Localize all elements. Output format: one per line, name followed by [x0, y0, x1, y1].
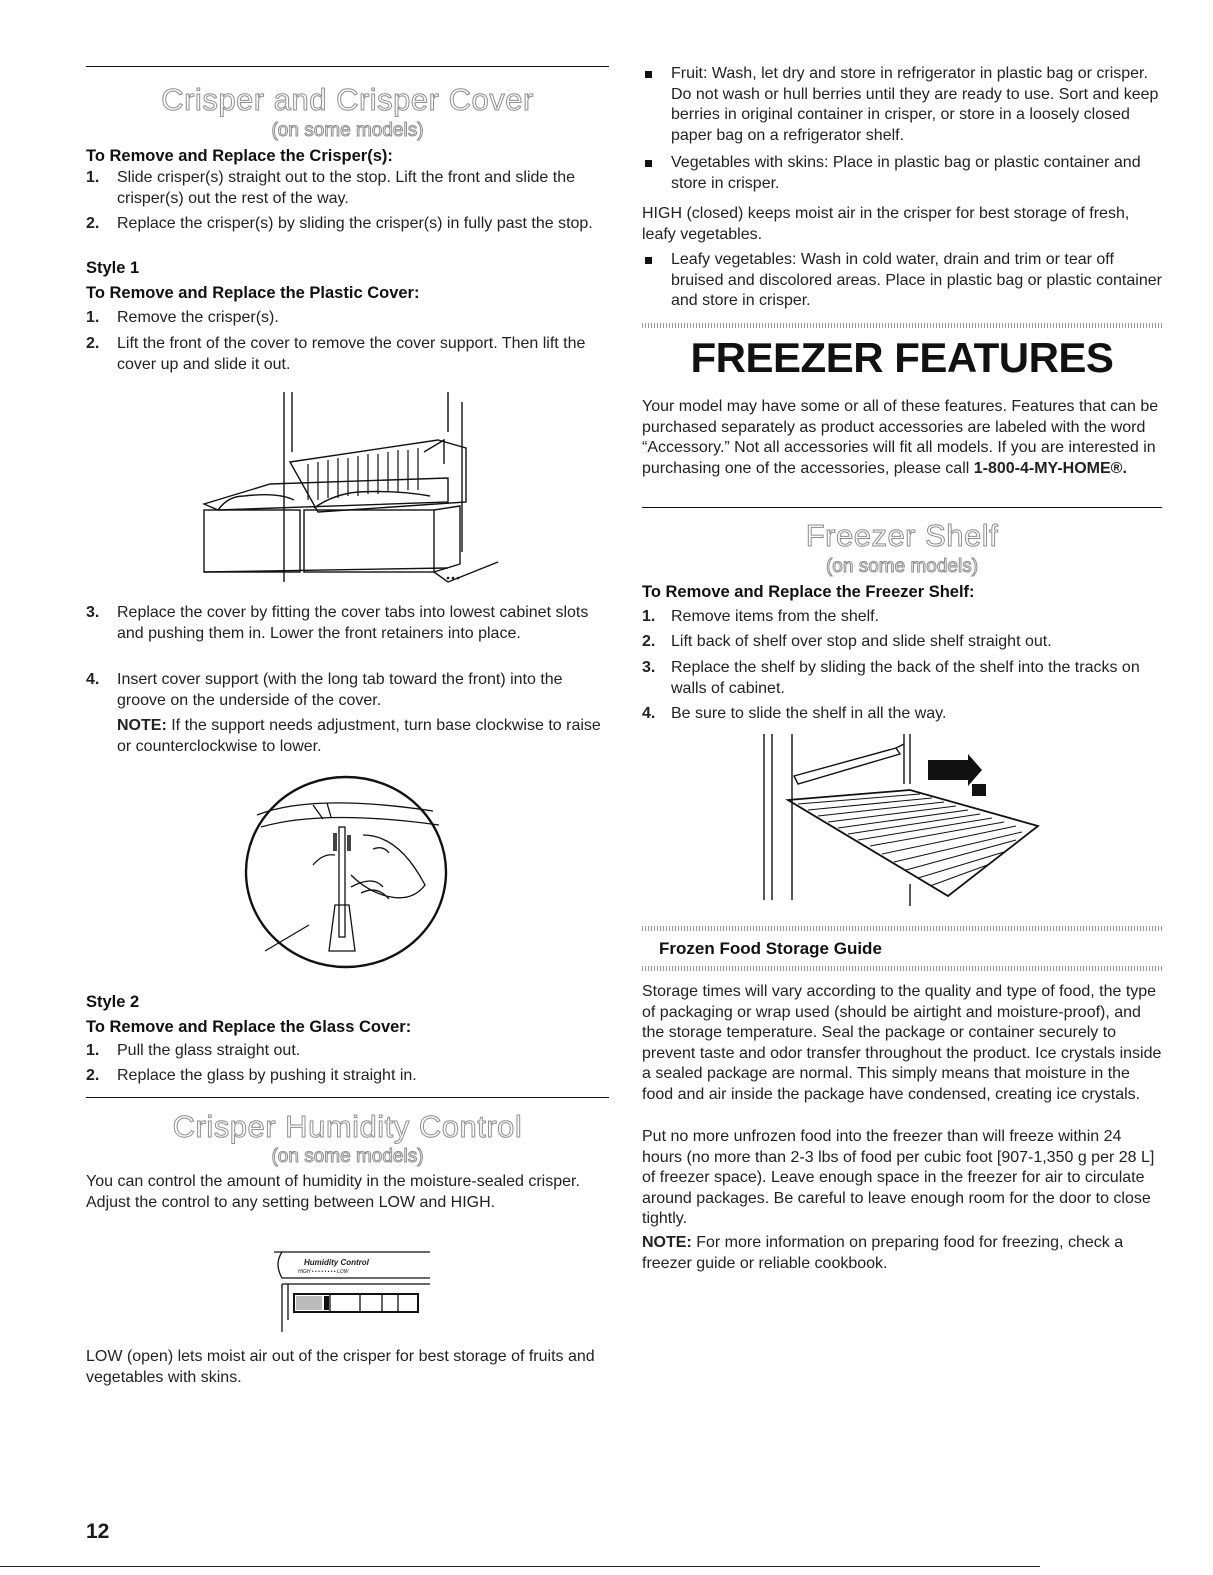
list-item: 3. Replace the shelf by sliding the back of the shelf into the tracks on walls of cabinet. [642, 659, 1140, 697]
leafy-vegetables-tip: Leafy vegetables: Wash in cold water, drain and trim or tear off bruised and discolored areas. Place in plastic bag or plastic container and store in crisper. [671, 251, 1162, 309]
crisper-section-subtitle: (on some models) [271, 120, 424, 141]
section-divider [86, 1097, 609, 1098]
page-number: 12 [86, 1520, 110, 1543]
bullet [645, 71, 652, 78]
list-item: 2. Lift back of shelf over stop and slide shelf straight out. [642, 633, 1052, 650]
bullet [645, 257, 652, 264]
freezer-shelf-subtitle: (on some models) [825, 556, 979, 577]
freezer-features-title: FREEZER FEATURES [690, 334, 1114, 381]
high-setting-text: HIGH (closed) keeps moist air in the crisper for best storage of fresh, leafy vegetables. [642, 205, 1130, 243]
fruit-tip: Fruit: Wash, let dry and store in refrigerator in plastic bag or crisper. Do not wash or hull berries until they are ready to use. Sort and keep berries in original container in crisper, or store in a loosely closed paper bag on a refrigerator shelf. [671, 65, 1159, 144]
section-divider [642, 926, 1162, 931]
list-item: 1. Remove items from the shelf. [642, 608, 880, 625]
frozen-food-guide-paragraph: Storage times will vary according to the quality and type of food, the type of packaging or wrap used (should be airtight and moisture-proof), and the storage temperature. Seal the package or container securely to prevent taste and odor transfer throughout the product. Ice crystals inside a sealed package are normal. This simply means that moisture in the food and air inside the package have condensed, creating ice crystals. [642, 983, 1162, 1103]
cover-support-illustration [243, 775, 455, 973]
section-divider [86, 66, 609, 67]
section-divider [642, 323, 1162, 328]
section-divider [642, 507, 1162, 508]
freezer-shelf-heading: To Remove and Replace the Freezer Shelf: [642, 583, 975, 601]
crisper-section-title: Crisper and Crisper Cover [161, 82, 534, 117]
freezer-shelf-illustration [760, 734, 1042, 906]
list-item: 1. Slide crisper(s) straight out to the stop. Lift the front and slide the crisper(s) out the rest of the way. [86, 169, 576, 207]
list-item: 2. Lift the front of the cover to remove the cover support. Then lift the cover up and slide it out. [86, 335, 586, 373]
humidity-intro: You can control the amount of humidity in the moisture-sealed crisper. Adjust the control to any setting between LOW and HIGH. [86, 1173, 580, 1211]
list-item: 4. Insert cover support (with the long tab toward the front) into the groove on the underside of the cover. [86, 671, 563, 709]
plastic-cover-heading: To Remove and Replace the Plastic Cover: [86, 284, 420, 302]
vegetables-with-skins-tip: Vegetables with skins: Place in plastic bag or plastic container and store in crisper. [671, 154, 1141, 192]
style-1-label: Style 1 [86, 259, 140, 277]
humidity-control-panel [270, 1250, 430, 1332]
list-item: 1. Remove the crisper(s). [86, 309, 279, 326]
humidity-panel-scale: HIGH • • • • • • • • LOW [298, 1269, 349, 1275]
list-item: 2. Replace the glass by pushing it straight in. [86, 1067, 417, 1084]
page-bottom-edge [0, 1566, 1040, 1567]
humidity-section-subtitle: (on some models) [271, 1146, 424, 1167]
glass-cover-heading: To Remove and Replace the Glass Cover: [86, 1018, 412, 1036]
humidity-section-title: Crisper Humidity Control [172, 1109, 523, 1144]
low-setting-text: LOW (open) lets moist air out of the crisper for best storage of fruits and vegetables with skins. [86, 1348, 595, 1386]
frozen-food-guide-paragraph: Put no more unfrozen food into the freezer than will freeze within 24 hours (no more than 2-3 lbs of food per cubic foot [907-1,350 g per 28 L] of freezer space). Leave enough space in the freezer for air to circulate around packages. Be careful to leave enough room for the door to close tightly. [642, 1128, 1155, 1227]
section-divider [642, 966, 1162, 971]
cover-support-note: NOTE: If the support needs adjustment, turn base clockwise to raise or counterclockwise to lower. [117, 717, 601, 755]
bullet [645, 160, 652, 167]
list-item: 2. Replace the crisper(s) by sliding the crisper(s) in fully past the stop. [86, 215, 593, 232]
frozen-food-guide-heading: Frozen Food Storage Guide [659, 939, 882, 958]
style-2-label: Style 2 [86, 993, 140, 1011]
list-item: 4. Be sure to slide the shelf in all the way. [642, 705, 947, 722]
frozen-food-guide-note: NOTE: For more information on preparing food for freezing, check a freezer guide or reliable cookbook. [642, 1234, 1124, 1272]
freezer-intro: Your model may have some or all of these features. Features that can be purchased separately as product accessories are labeled with the word “Accessory.” Not all accessories will fit all models. If you are interested in purchasing one of the accessories, please call 1-800-4-MY-HOME®. [642, 398, 1159, 477]
crisper-illustration [198, 392, 498, 588]
list-item: 1. Pull the glass straight out. [86, 1042, 301, 1059]
list-item: 3. Replace the cover by fitting the cover tabs into lowest cabinet slots and pushing them in. Lower the front retainers into place. [86, 604, 589, 642]
freezer-shelf-title: Freezer Shelf [805, 518, 999, 553]
humidity-panel-label: Humidity Control [304, 1258, 369, 1267]
remove-crisper-heading: To Remove and Replace the Crisper(s): [86, 147, 393, 165]
